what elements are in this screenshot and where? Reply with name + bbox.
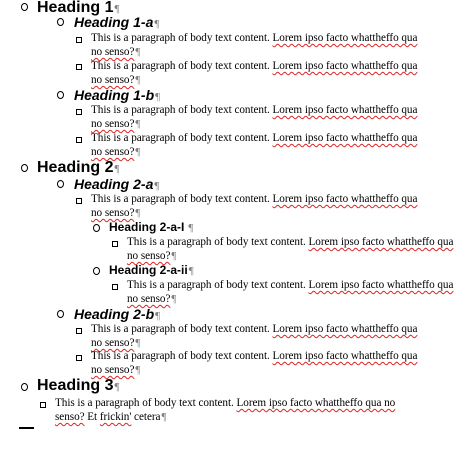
pilcrow-icon: ¶	[154, 180, 160, 192]
outline-expand-icon[interactable]	[57, 180, 64, 188]
outline-body-bullet-icon[interactable]	[76, 64, 82, 70]
heading-2-a-i[interactable]	[109, 220, 193, 235]
outline-expand-icon[interactable]	[57, 310, 64, 318]
body-paragraph[interactable]: This is a paragraph of body text content. Lorem ipso facto whattheffo qua no senso?¶	[127, 236, 454, 262]
outline-expand-icon[interactable]	[21, 383, 28, 391]
outline-expand-icon[interactable]	[93, 224, 100, 232]
outline-expand-icon[interactable]	[57, 18, 64, 26]
outline-body-bullet-icon[interactable]	[76, 37, 82, 43]
pilcrow-icon: ¶	[188, 222, 194, 234]
heading-3-text: Heading 3	[37, 377, 114, 394]
pilcrow-icon: ¶	[188, 265, 194, 277]
body-paragraph[interactable]: This is a paragraph of body text content. Lorem ipso facto whattheffo qua no senso?¶	[91, 323, 418, 349]
outline-body-bullet-icon[interactable]	[76, 328, 82, 334]
outline-expand-icon[interactable]	[21, 164, 28, 172]
outline-expand-icon[interactable]	[57, 91, 64, 99]
heading-3[interactable]	[37, 377, 119, 396]
outline-body-bullet-icon[interactable]	[112, 241, 118, 247]
outline-body-bullet-icon[interactable]	[76, 109, 82, 115]
pilcrow-icon: ¶	[114, 163, 120, 175]
body-paragraph[interactable]: This is a paragraph of body text content. Lorem ipso facto whattheffo qua no senso?¶	[91, 193, 418, 219]
heading-1-a-text: Heading 1-a	[74, 14, 154, 30]
outline-expand-icon[interactable]	[93, 267, 100, 275]
heading-2-a-text: Heading 2-a	[74, 176, 154, 192]
body-paragraph-last-line-1[interactable]: This is a paragraph of body text content. Lorem ipso facto whattheffo qua no	[55, 397, 396, 409]
outline-body-bullet-icon[interactable]	[76, 355, 82, 361]
heading-1-b-text: Heading 1-b	[74, 87, 155, 103]
body-paragraph[interactable]: This is a paragraph of body text content. Lorem ipso facto whattheffo qua no senso?¶	[91, 350, 418, 376]
heading-2-text: Heading 2	[37, 159, 114, 176]
pilcrow-icon: ¶	[114, 381, 120, 393]
heading-2-b-text: Heading 2-b	[74, 306, 155, 322]
pilcrow-icon: ¶	[114, 3, 120, 15]
body-paragraph[interactable]: This is a paragraph of body text content. Lorem ipso facto whattheffo qua no senso?¶	[91, 132, 418, 158]
body-paragraph-last-line-2[interactable]: senso? Et frickin' cetera¶	[55, 411, 167, 423]
outline-expand-icon[interactable]	[21, 3, 28, 11]
heading-2-a-i-text: Heading 2-a-I	[109, 220, 185, 234]
body-paragraph[interactable]: This is a paragraph of body text content. Lorem ipso facto whattheffo qua no senso?¶	[127, 279, 454, 305]
pilcrow-icon: ¶	[155, 91, 161, 103]
outline-body-bullet-icon[interactable]	[112, 284, 118, 290]
pilcrow-icon: ¶	[154, 18, 160, 30]
outline-body-bullet-icon[interactable]	[40, 402, 46, 408]
body-paragraph[interactable]: This is a paragraph of body text content. Lorem ipso facto whattheffo qua no senso?¶	[91, 60, 418, 86]
outline-collapse-minus-icon[interactable]	[19, 427, 34, 429]
outline-body-bullet-icon[interactable]	[76, 198, 82, 204]
body-paragraph[interactable]: This is a paragraph of body text content. Lorem ipso facto whattheffo qua no senso?¶	[91, 104, 418, 130]
heading-2-a-ii-text: Heading 2-a-ii	[109, 263, 188, 277]
pilcrow-icon: ¶	[155, 310, 161, 322]
outline-body-bullet-icon[interactable]	[76, 137, 82, 143]
heading-2-a-ii[interactable]	[109, 263, 194, 278]
heading-1-text: Heading 1	[37, 0, 114, 16]
heading-1-a[interactable]	[74, 14, 159, 32]
body-paragraph[interactable]: This is a paragraph of body text content. Lorem ipso facto whattheffo qua no senso?¶	[91, 32, 418, 58]
